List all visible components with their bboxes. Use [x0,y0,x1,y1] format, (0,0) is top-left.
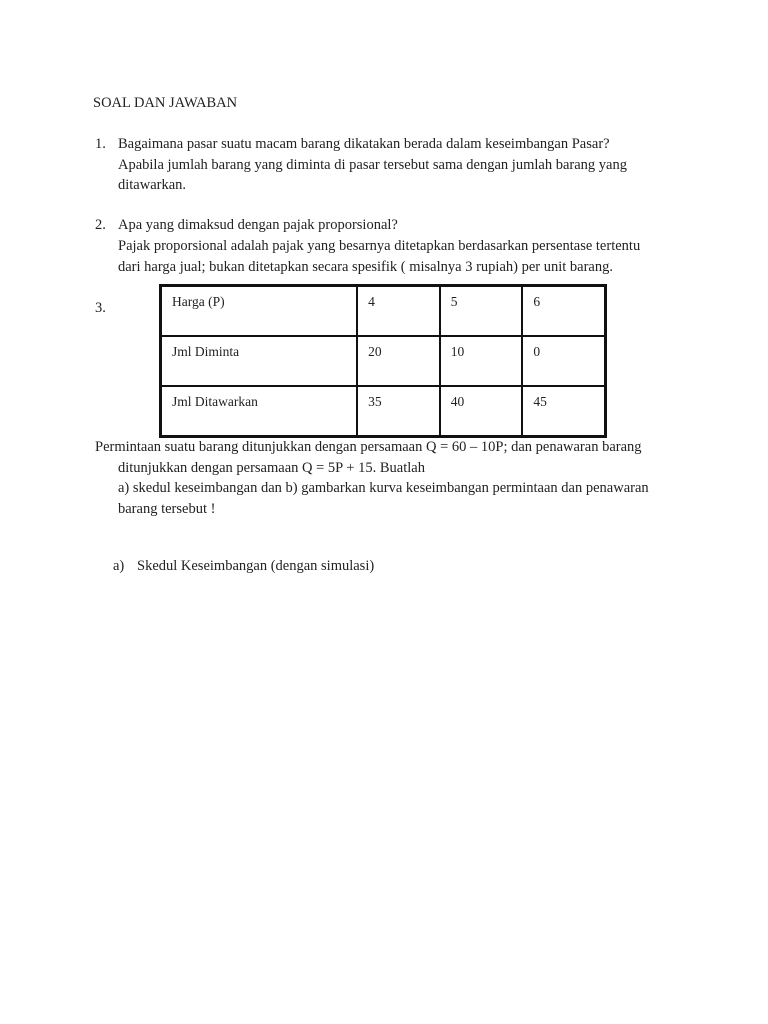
q1-answer-line2: ditawarkan. [118,177,187,193]
q3-text-line1: Permintaan suatu barang ditunjukkan dengan persamaan Q = 60 – 10P; dan penawaran barang [95,439,642,455]
table-cell: 5 [440,286,523,337]
q1-number: 1. [95,136,106,152]
table-cell: 40 [440,386,523,437]
table-cell-label: Jml Diminta [161,336,358,386]
table-cell-label: Jml Ditawarkan [161,386,358,437]
q2-question: Apa yang dimaksud dengan pajak proporsional? [118,217,398,233]
table-row [161,386,606,437]
q3-text-line2: ditunjukkan dengan persamaan Q = 5P + 15. Buatlah [118,460,425,476]
q3-text-line4: barang tersebut ! [118,501,216,517]
table-cell: 20 [357,336,440,386]
price-quantity-table [159,284,607,438]
q1-question: Bagaimana pasar suatu macam barang dikatakan berada dalam keseimbangan Pasar? [118,136,610,152]
table-cell: 10 [440,336,523,386]
table-cell: 45 [522,386,605,437]
q2-answer-line1: Pajak proporsional adalah pajak yang besarnya ditetapkan berdasarkan persentase tertentu [118,238,641,254]
table-cell-label: Harga (P) [161,286,358,337]
page-title: SOAL DAN JAWABAN [93,95,238,111]
table-cell: 35 [357,386,440,437]
table-cell: 6 [522,286,605,337]
table-row [161,336,606,386]
table-cell: 0 [522,336,605,386]
q3-number: 3. [95,300,106,316]
section-a-label: Skedul Keseimbangan (dengan simulasi) [137,558,375,574]
table-row [161,286,606,337]
table-cell: 4 [357,286,440,337]
q1-answer-line1: Apabila jumlah barang yang diminta di pasar tersebut sama dengan jumlah barang yang [118,157,627,173]
section-a-marker: a) [113,558,125,574]
q2-answer-line2: dari harga jual; bukan ditetapkan secara spesifik ( misalnya 3 rupiah) per unit barang. [118,259,613,275]
q3-text-line3: a) skedul keseimbangan dan b) gambarkan kurva keseimbangan permintaan dan penawaran [118,480,649,496]
q2-number: 2. [95,217,106,233]
